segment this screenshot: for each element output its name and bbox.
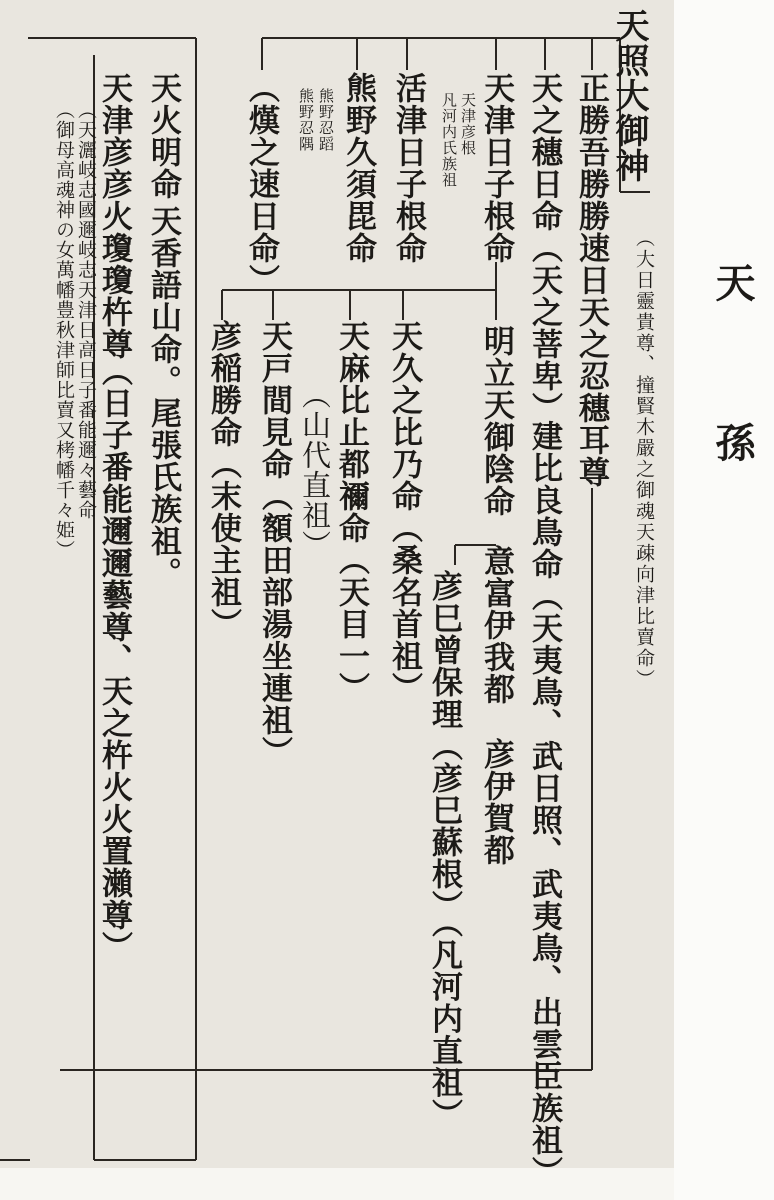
kumano-note-2: 熊野忍隅	[297, 88, 315, 152]
takehiratori-name: 建比良鳥命（天夷鳥、武日照、武夷鳥、出雲臣族祖）	[526, 420, 562, 1188]
amatsuhikone-name: 天津日子根命	[478, 72, 514, 264]
root-deity-alias: （大日靈貴尊、撞賢木嚴之御魂天疎向津比賣命）	[633, 228, 655, 690]
child-1: 天久之比乃命（桑名首祖）	[386, 320, 422, 704]
root-deity-name: 天照大御神	[609, 8, 649, 183]
child-3: 天戸間見命（額田部湯坐連祖）	[256, 320, 292, 768]
ninigi-name: 天津彦彦火瓊瓊杵尊	[96, 72, 132, 360]
child-3-note: （山代直祖）	[298, 380, 332, 560]
kumano-name: 熊野久須毘命	[340, 72, 376, 264]
side-heading: 天孫	[709, 262, 756, 582]
hikoigatsu-name: 彦伊賀都	[478, 738, 514, 866]
child-2: 天麻比止都禰命（天目一）	[333, 320, 369, 704]
kumano-note-1: 熊野忍蹈	[317, 88, 335, 152]
honoakari-name: 天火明命	[145, 72, 181, 200]
amatsuhikone-note-1: 天津彦根	[459, 92, 477, 156]
ninigi-note-1: （天灑岐志國邇岐志天津日高日子番能邇々藝命	[75, 100, 97, 520]
honoakari-son: 天香語山命。尾張氏族祖。	[145, 205, 181, 589]
ikutsu-name: 活津日子根命	[390, 72, 426, 264]
oshihomimi-name: 正勝吾勝勝速日天之忍穗耳尊	[573, 72, 609, 488]
amatsuhikone-note-2: 凡河内氏族祖	[440, 92, 458, 188]
amenohohi-name: 天之穗日命（天之菩卑）	[526, 72, 562, 424]
child-4: 彦稲勝命（末使主祖）	[205, 320, 241, 640]
ninigi-alias: （日子番能邇邇藝尊、天之杵火火置瀨尊）	[96, 355, 132, 963]
otomi-name: 意富伊我都	[478, 545, 514, 705]
ninigi-note-2: （御母高魂神の女萬幡豊秋津師比賣又栲幡千々姫）	[53, 100, 75, 560]
hikonaso-name: 彦巳曾保理（彦巳蘇根）（凡河内直祖）	[426, 570, 462, 1131]
kusuhi-name: （熯之速日命）	[243, 72, 279, 296]
akeru-name: 明立天御陰命	[478, 325, 514, 517]
